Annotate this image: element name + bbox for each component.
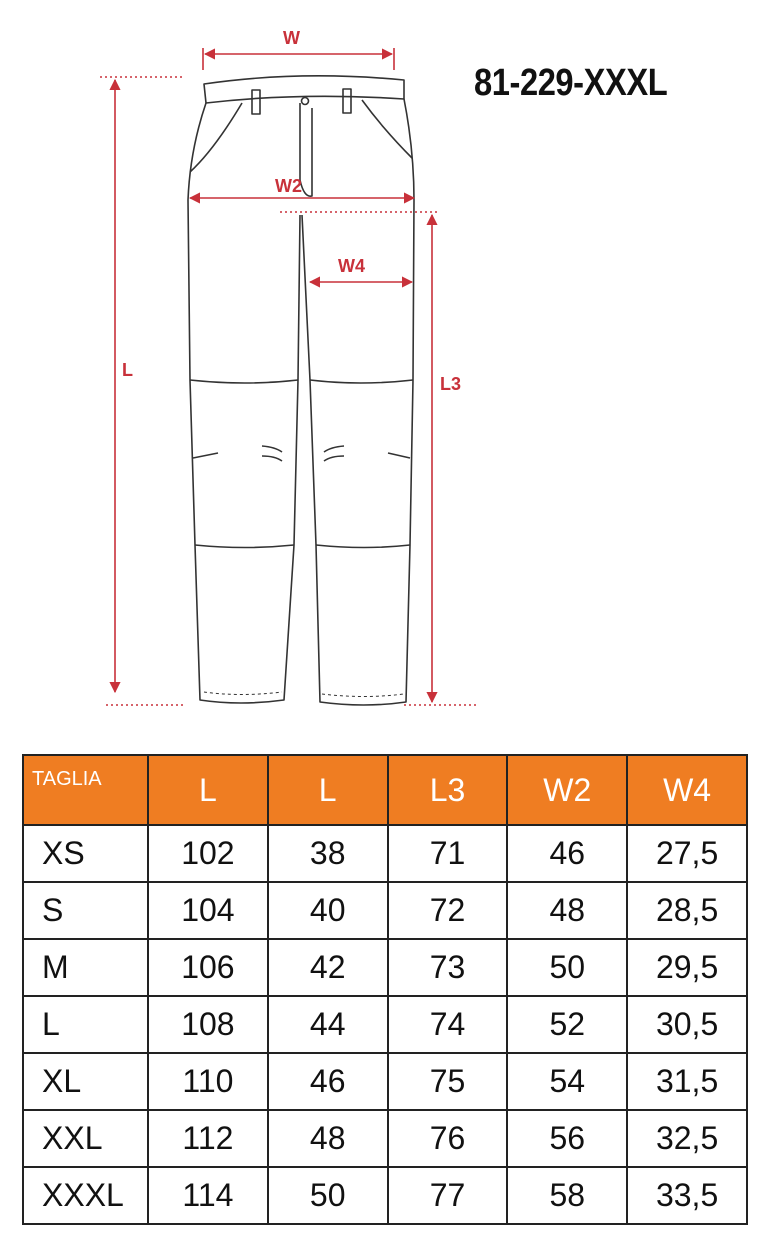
value-cell: 46 bbox=[268, 1053, 388, 1110]
size-cell: S bbox=[23, 882, 148, 939]
value-cell: 72 bbox=[388, 882, 508, 939]
table-header-row bbox=[23, 755, 747, 825]
header-taglia: TAGLIA bbox=[23, 755, 148, 825]
trousers-outline bbox=[188, 76, 414, 705]
value-cell: 27,5 bbox=[627, 825, 747, 882]
size-cell: XS bbox=[23, 825, 148, 882]
table-row bbox=[23, 1167, 747, 1224]
value-cell: 50 bbox=[268, 1167, 388, 1224]
value-cell: 46 bbox=[507, 825, 627, 882]
label-l3: L3 bbox=[440, 374, 462, 394]
value-cell: 58 bbox=[507, 1167, 627, 1224]
value-cell: 71 bbox=[388, 825, 508, 882]
value-cell: 29,5 bbox=[627, 939, 747, 996]
label-w: W bbox=[283, 28, 300, 48]
table-row bbox=[23, 1110, 747, 1167]
label-l: L bbox=[122, 360, 133, 380]
value-cell: 28,5 bbox=[627, 882, 747, 939]
value-cell: 73 bbox=[388, 939, 508, 996]
value-cell: 108 bbox=[148, 996, 268, 1053]
label-w2: W2 bbox=[275, 176, 302, 196]
size-table bbox=[22, 754, 748, 1225]
value-cell: 31,5 bbox=[627, 1053, 747, 1110]
table-row bbox=[23, 882, 747, 939]
size-cell: XXXL bbox=[23, 1167, 148, 1224]
table-row bbox=[23, 825, 747, 882]
table-row bbox=[23, 939, 747, 996]
value-cell: 74 bbox=[388, 996, 508, 1053]
header-l3: L3 bbox=[388, 755, 508, 825]
value-cell: 104 bbox=[148, 882, 268, 939]
value-cell: 76 bbox=[388, 1110, 508, 1167]
value-cell: 32,5 bbox=[627, 1110, 747, 1167]
size-cell: L bbox=[23, 996, 148, 1053]
label-w4: W4 bbox=[338, 256, 365, 276]
header-l-2: L bbox=[268, 755, 388, 825]
table-row bbox=[23, 996, 747, 1053]
value-cell: 54 bbox=[507, 1053, 627, 1110]
value-cell: 75 bbox=[388, 1053, 508, 1110]
table-row bbox=[23, 1053, 747, 1110]
header-w2: W2 bbox=[507, 755, 627, 825]
value-cell: 48 bbox=[507, 882, 627, 939]
value-cell: 112 bbox=[148, 1110, 268, 1167]
value-cell: 48 bbox=[268, 1110, 388, 1167]
value-cell: 33,5 bbox=[627, 1167, 747, 1224]
value-cell: 30,5 bbox=[627, 996, 747, 1053]
product-code: 81-229-XXXL bbox=[474, 62, 668, 104]
value-cell: 106 bbox=[148, 939, 268, 996]
size-cell: XXL bbox=[23, 1110, 148, 1167]
dimension-lines bbox=[100, 48, 476, 705]
value-cell: 56 bbox=[507, 1110, 627, 1167]
value-cell: 42 bbox=[268, 939, 388, 996]
value-cell: 38 bbox=[268, 825, 388, 882]
value-cell: 50 bbox=[507, 939, 627, 996]
header-l: L bbox=[148, 755, 268, 825]
value-cell: 40 bbox=[268, 882, 388, 939]
value-cell: 114 bbox=[148, 1167, 268, 1224]
value-cell: 77 bbox=[388, 1167, 508, 1224]
value-cell: 102 bbox=[148, 825, 268, 882]
value-cell: 44 bbox=[268, 996, 388, 1053]
size-cell: M bbox=[23, 939, 148, 996]
size-cell: XL bbox=[23, 1053, 148, 1110]
header-w4: W4 bbox=[627, 755, 747, 825]
value-cell: 52 bbox=[507, 996, 627, 1053]
value-cell: 110 bbox=[148, 1053, 268, 1110]
